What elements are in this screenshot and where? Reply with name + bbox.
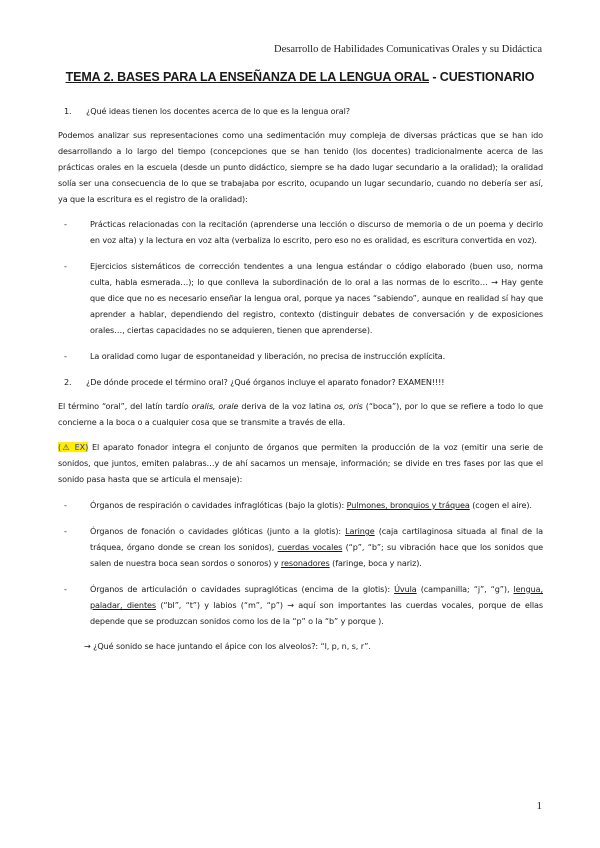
list-item-text: Ejercicios sistemáticos de corrección tendentes a una lengua estándar o código elaborado (buen uso, norma culta, habla esmerada…); lo que conlleva la subordinación de lo oral a las normas de lo escrito… → Hay gente que dice que no es necesario enseñar la lengua oral, porque ya naces “sabiendo”, aunque en realidad sí hay que aprender a hablar, dependiendo del registro, contexto (distinguir debates de conversación y de exposiciones orales…, ciertas capacidades no se adquieren, tienen que aprenderse). — [90, 261, 543, 335]
paragraph-oral-origin — [58, 399, 543, 431]
text-run: (cogen el aire). — [469, 500, 532, 511]
list-item-text: Prácticas relacionadas con la recitación (aprenderse una lección o discurso de memoria o de un poema y decirlo en voz alta) y la lectura en voz alta (verbaliza lo escrito, pero eso no es oralidad, es escritura convertida en voz). — [90, 219, 543, 246]
bullet-dash: - — [64, 526, 67, 537]
bullet-dash: - — [64, 583, 67, 594]
latin-term: oralis, orale — [191, 400, 239, 411]
paragraph-phonatory-apparatus — [58, 440, 543, 488]
title-suffix: - CUESTIONARIO — [428, 70, 535, 84]
page-header: Desarrollo de Habilidades Comunicativas Orales y su Didáctica — [274, 44, 542, 55]
question-1 — [58, 104, 543, 120]
text-run: (caja cartilaginosa situada al final de la tráquea, órgano donde se crean los sonidos), — [90, 526, 544, 552]
question-number: 1. — [64, 106, 72, 116]
text-run: Órganos de respiración o cavidades infraglóticas (bajo la glotis): — [90, 500, 347, 511]
underlined-term: lengua, paladar, dientes — [90, 583, 543, 610]
question-2 — [58, 375, 543, 391]
list-item — [58, 349, 543, 365]
text-run: Órganos de articulación o cavidades supraglóticas (encima de la glotis): — [90, 583, 395, 594]
text-run: El aparato fonador integra el conjunto de órganos que permiten la producción de la voz (emitir una serie de sonidos, que juntos, emiten palabras…y de ahí sacamos un mensaje, información; se divide en tres fases por las que el sonido pasa hasta que se articula el mensaje): — [58, 442, 544, 485]
text-run: (“bl”, “t”) y labios (“m”, “p”) → aquí son importantes las cuerdas vocales, porque de ellas depende que se produzcan sonidos como los de la “p” o la “b” y porque ). — [90, 599, 543, 626]
list-item-text — [90, 524, 543, 572]
text-run: (campanilla; “j”, “g”), — [416, 583, 514, 594]
question-text: ¿De dónde procede el término oral? ¿Qué órganos incluye el aparato fonador? EXAMEN!!!! — [86, 376, 445, 387]
question-text: ¿Qué ideas tienen los docentes acerca de lo que es la lengua oral? — [86, 106, 350, 116]
bullet-dash: - — [64, 500, 67, 511]
underlined-term: Pulmones, bronquios y tráquea — [346, 500, 470, 511]
list-item-text — [90, 498, 543, 514]
list-item — [58, 498, 543, 514]
title-main: TEMA 2. BASES PARA LA ENSEÑANZA DE LA LENGUA ORAL — [65, 70, 429, 84]
list-item — [58, 582, 543, 630]
latin-term: os, oris — [333, 400, 363, 411]
document-body — [58, 104, 543, 655]
list-item — [58, 259, 543, 339]
text-run: (faringe, boca y nariz). — [329, 557, 422, 568]
underlined-term: Úvula — [394, 583, 417, 594]
list-item-text: La oralidad como lugar de espontaneidad y liberación, no precisa de instrucción explícita. — [90, 350, 446, 361]
bullet-dash: - — [64, 219, 67, 230]
page-number: 1 — [536, 800, 542, 812]
list-item-text — [90, 582, 543, 630]
question-number: 2. — [64, 376, 72, 387]
document-title — [0, 70, 600, 84]
bullet-dash: - — [64, 261, 67, 272]
bullet-dash: - — [64, 350, 67, 361]
underlined-term: cuerdas vocales — [277, 541, 343, 552]
list-item — [58, 524, 543, 572]
text-run: deriva de la voz latina — [238, 400, 334, 411]
text-run: El término “oral”, del latín tardío — [58, 400, 192, 411]
exam-warning-tag: (⚠ EX) — [58, 442, 89, 453]
paragraph-representations: Podemos analizar sus representaciones como una sedimentación muy compleja de diversas prácticas que se han ido desarrollando a lo largo del tiempo (concepciones que se han tenido (los docentes) tradicionalmente acerca de las prácticas orales en la escuela (desde un punto didáctico, siempre se ha dado lugar secundario a la oralidad); la oralidad solía ser una consecuencia de lo que se trabajaba por escrito, ocupando un lugar secundario, cuando no debería ser así, ya que la escritura es el registro de la oralidad): — [58, 129, 543, 204]
follow-up-question: → ¿Qué sonido se hace juntando el ápice con los alveolos?: “l, p, n, s, r”. — [84, 641, 371, 652]
list-item — [58, 217, 543, 249]
underlined-term: Laringe — [345, 526, 375, 537]
text-run: (“p”, “b”; su vibración hace que los sonidos que salen de nuestra boca sean sordos o sonoros) y — [90, 541, 543, 568]
underlined-term: resonadores — [280, 557, 330, 568]
text-run: (“boca”), por lo que se refiere a todo lo que concierne a la boca o a cualquier cosa que se transmite a través de ella. — [58, 400, 543, 427]
text-run: Órganos de fonación o cavidades glóticas (junto a la glotis): — [90, 526, 346, 537]
